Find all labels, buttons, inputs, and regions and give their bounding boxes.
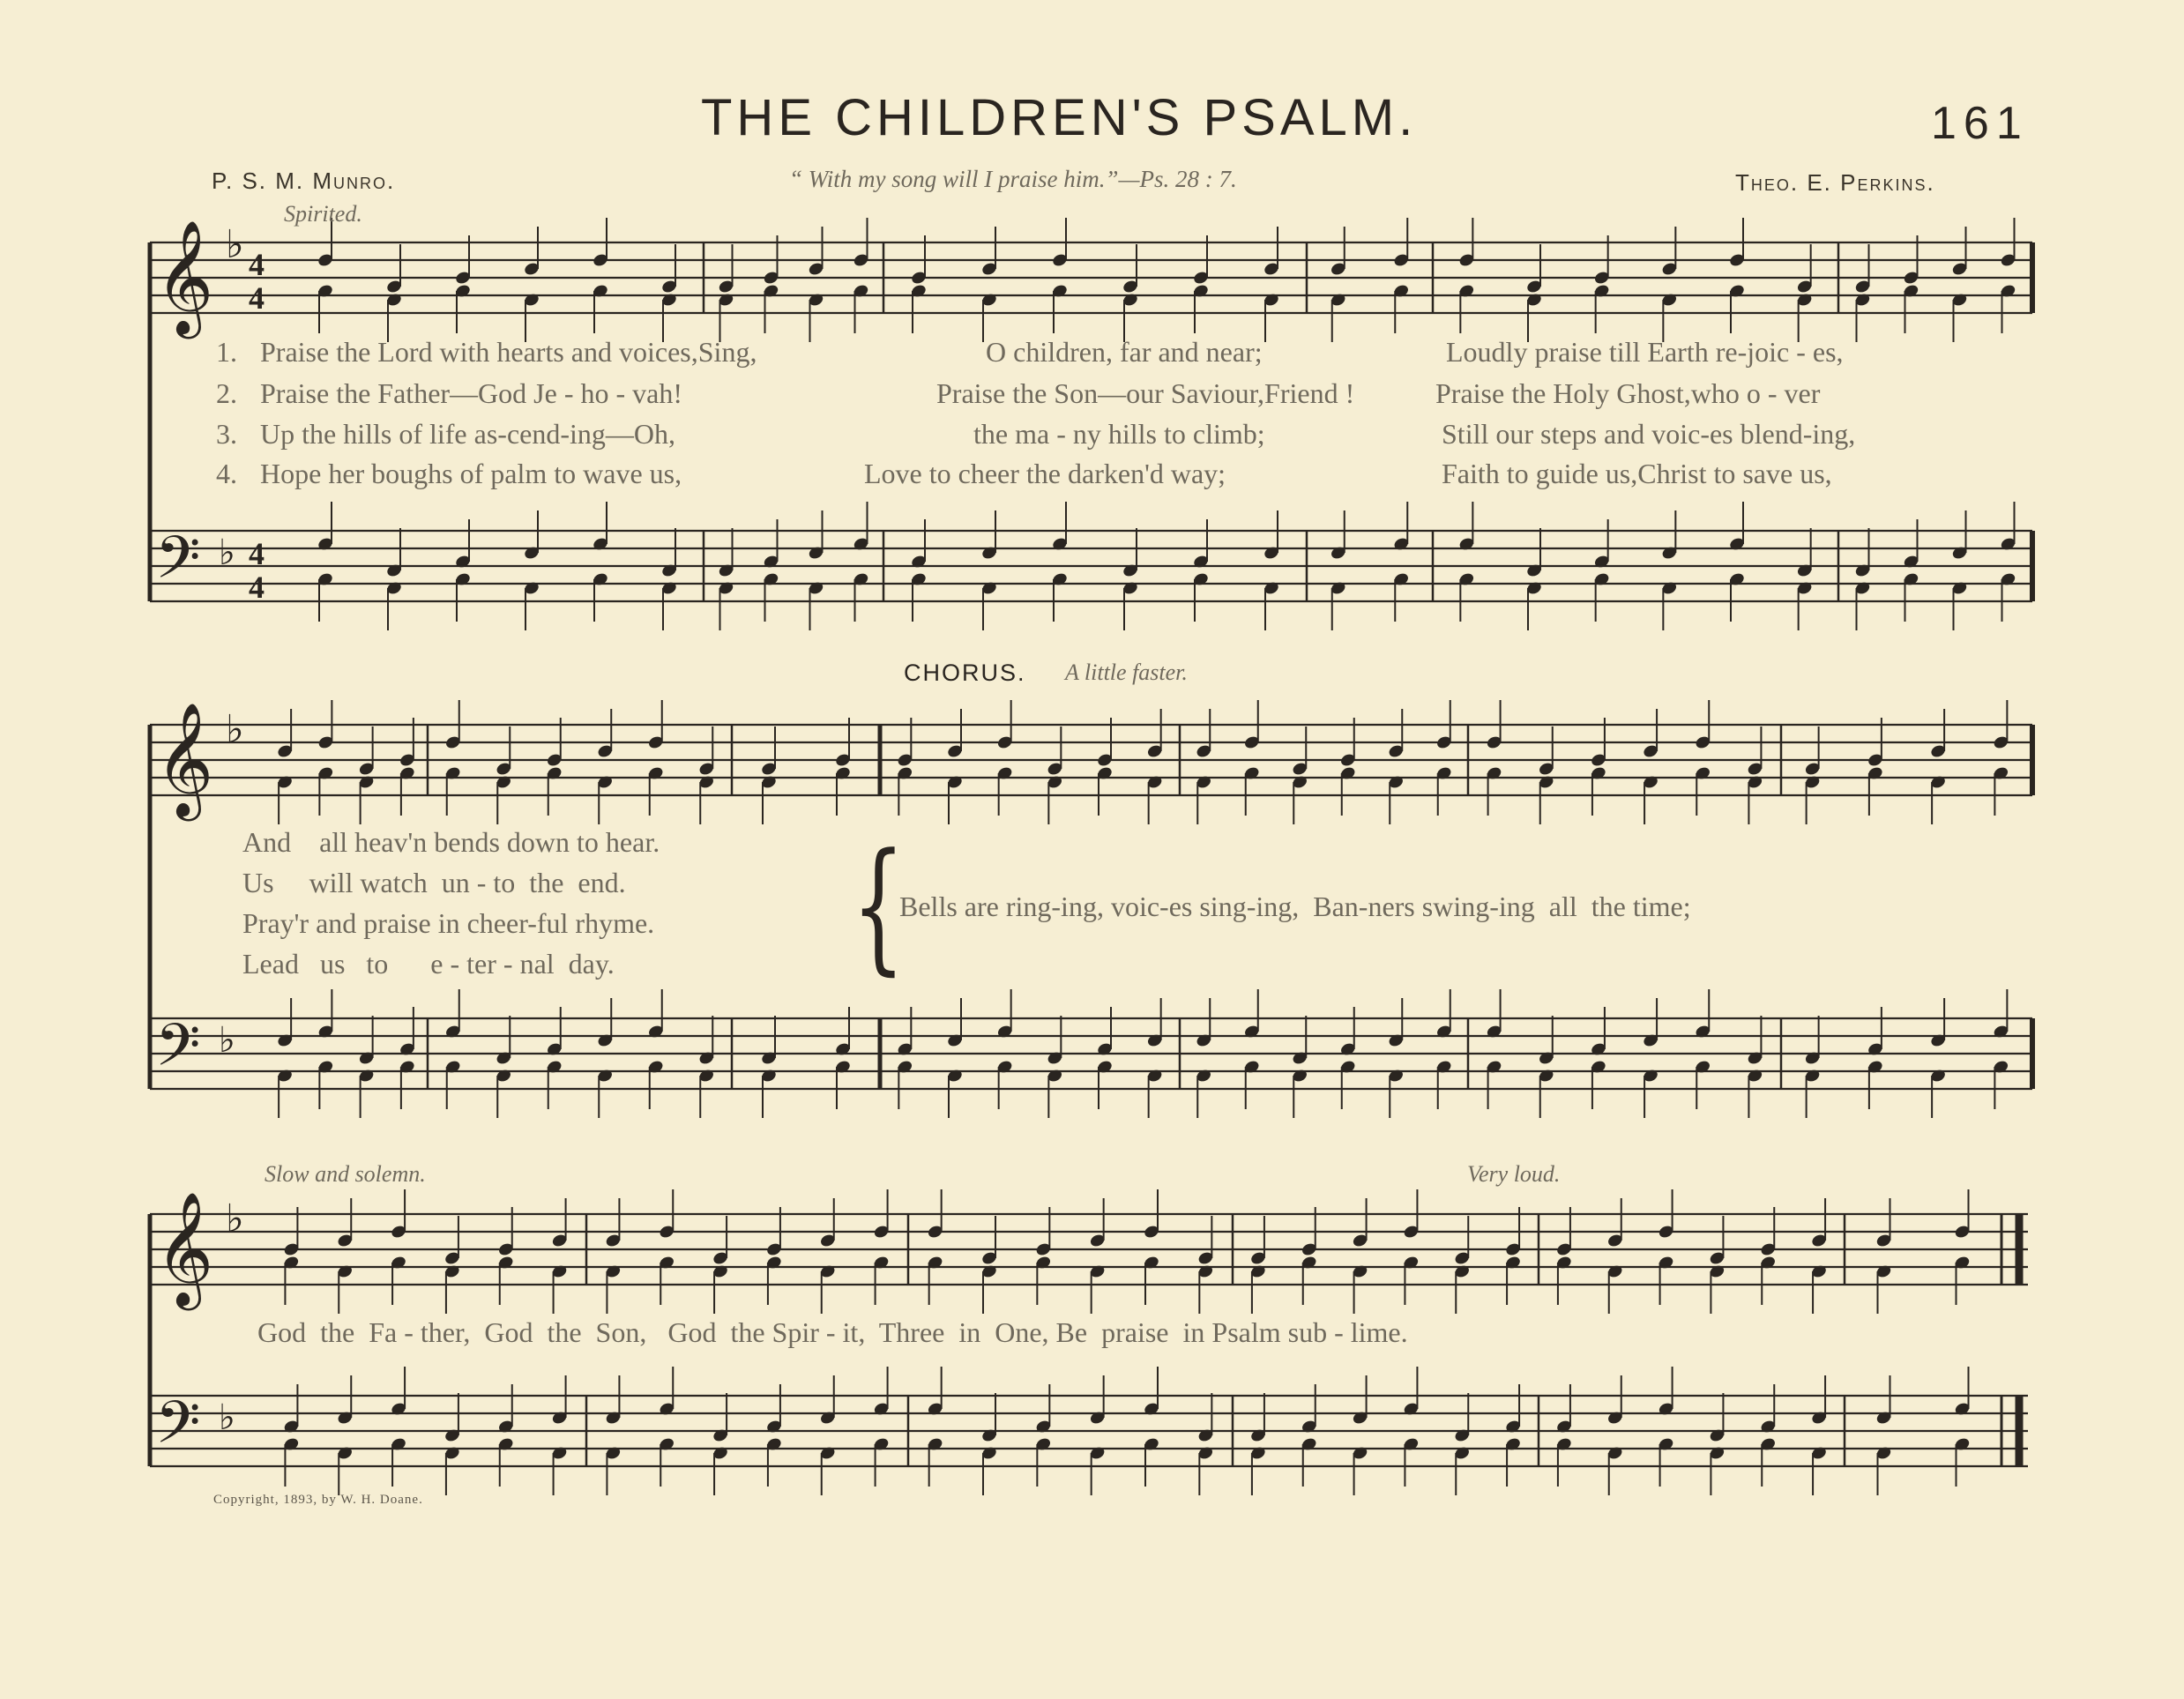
tempo-marking: Very loud. bbox=[1467, 1161, 1561, 1187]
tempo-marking: Slow and solemn. bbox=[265, 1161, 426, 1187]
time-signature: 4 bbox=[249, 280, 265, 316]
verse-2-number: 2. bbox=[216, 377, 237, 409]
bass-clef-icon: 𝄢 bbox=[155, 524, 201, 606]
system1-treble-staff bbox=[150, 242, 2032, 313]
tempo-marking: Spirited. bbox=[284, 201, 362, 227]
verse-1-part-a: Praise the Lord with hearts and voices,Sing, bbox=[260, 336, 757, 368]
flat-icon: ♭ bbox=[219, 1397, 235, 1438]
copyright-notice: Copyright, 1893, by W. H. Doane. bbox=[213, 1493, 423, 1507]
verse-2-part-c: Praise the Holy Ghost,who o - ver bbox=[1435, 377, 1821, 409]
verse-1-number: 1. bbox=[216, 336, 237, 368]
verse-2-part-a: Praise the Father—God Je - ho - vah! bbox=[260, 377, 682, 409]
epigraph: “ With my song will I praise him.”—Ps. 28 : 7. bbox=[789, 166, 1237, 192]
flat-icon: ♭ bbox=[219, 1020, 235, 1061]
treble-clef-icon: 𝄞 bbox=[155, 220, 214, 334]
verse-3-number: 3. bbox=[216, 418, 237, 450]
flat-icon: ♭ bbox=[226, 1196, 244, 1241]
verse-ending-3: Pray'r and praise in cheer-ful rhyme. bbox=[242, 907, 655, 939]
verse-ending-4: Lead us to e - ter - nal day. bbox=[242, 948, 615, 980]
verse-ending-1: And all heav'n bends down to hear. bbox=[242, 826, 660, 858]
system3-bass-staff bbox=[150, 1396, 2028, 1466]
tempo-marking: A little faster. bbox=[1065, 659, 1188, 685]
verse-ending-2: Us will watch un - to the end. bbox=[242, 867, 626, 898]
time-signature: 4 bbox=[249, 570, 265, 605]
chorus-lyric-line: Bells are ring-ing, voic-es sing-ing, Ban-ners swing-ing all the time; bbox=[899, 890, 1691, 922]
page-title: THE CHILDREN'S PSALM. bbox=[701, 89, 1418, 146]
verse-2-part-b: Praise the Son—our Saviour,Friend ! bbox=[936, 377, 1355, 409]
time-signature: 4 bbox=[249, 536, 265, 571]
verse-4-part-b: Love to cheer the darken'd way; bbox=[864, 458, 1226, 489]
verse-4-number: 4. bbox=[216, 458, 237, 489]
flat-icon: ♭ bbox=[226, 222, 244, 267]
system3-treble-staff bbox=[150, 1214, 2028, 1285]
verse-1-part-c: Loudly praise till Earth re-joic - es, bbox=[1446, 336, 1844, 368]
page-number: 161 bbox=[1931, 98, 2029, 149]
final-lyric-line: God the Fa - ther, God the Son, God the Spir - it, Three in One, Be praise in Psalm sub - lime. bbox=[257, 1316, 1408, 1348]
verse-3-part-a: Up the hills of life as-cend-ing—Oh, bbox=[260, 418, 675, 450]
verse-4-part-a: Hope her boughs of palm to wave us, bbox=[260, 458, 682, 489]
verse-3-part-b: the ma - ny hills to climb; bbox=[973, 418, 1265, 450]
author-credit: P. S. M. Munro. bbox=[212, 168, 396, 194]
verse-1-part-b: O children, far and near; bbox=[986, 336, 1263, 368]
flat-icon: ♭ bbox=[219, 533, 235, 573]
system1-bass-staff bbox=[150, 531, 2032, 601]
verse-3-part-c: Still our steps and voic-es blend-ing, bbox=[1442, 418, 1856, 450]
time-signature: 4 bbox=[249, 247, 265, 282]
chorus-label: CHORUS. bbox=[904, 659, 1026, 686]
bass-clef-icon: 𝄢 bbox=[155, 1011, 201, 1093]
treble-clef-icon: 𝄞 bbox=[155, 1191, 214, 1306]
lyric-brace: { bbox=[852, 824, 906, 989]
verse-4-part-c: Faith to guide us,Christ to save us, bbox=[1442, 458, 1832, 489]
composer-credit: Theo. E. Perkins. bbox=[1735, 169, 1935, 196]
bass-clef-icon: 𝄢 bbox=[155, 1389, 201, 1471]
flat-icon: ♭ bbox=[226, 707, 244, 752]
treble-clef-icon: 𝄞 bbox=[155, 702, 214, 816]
